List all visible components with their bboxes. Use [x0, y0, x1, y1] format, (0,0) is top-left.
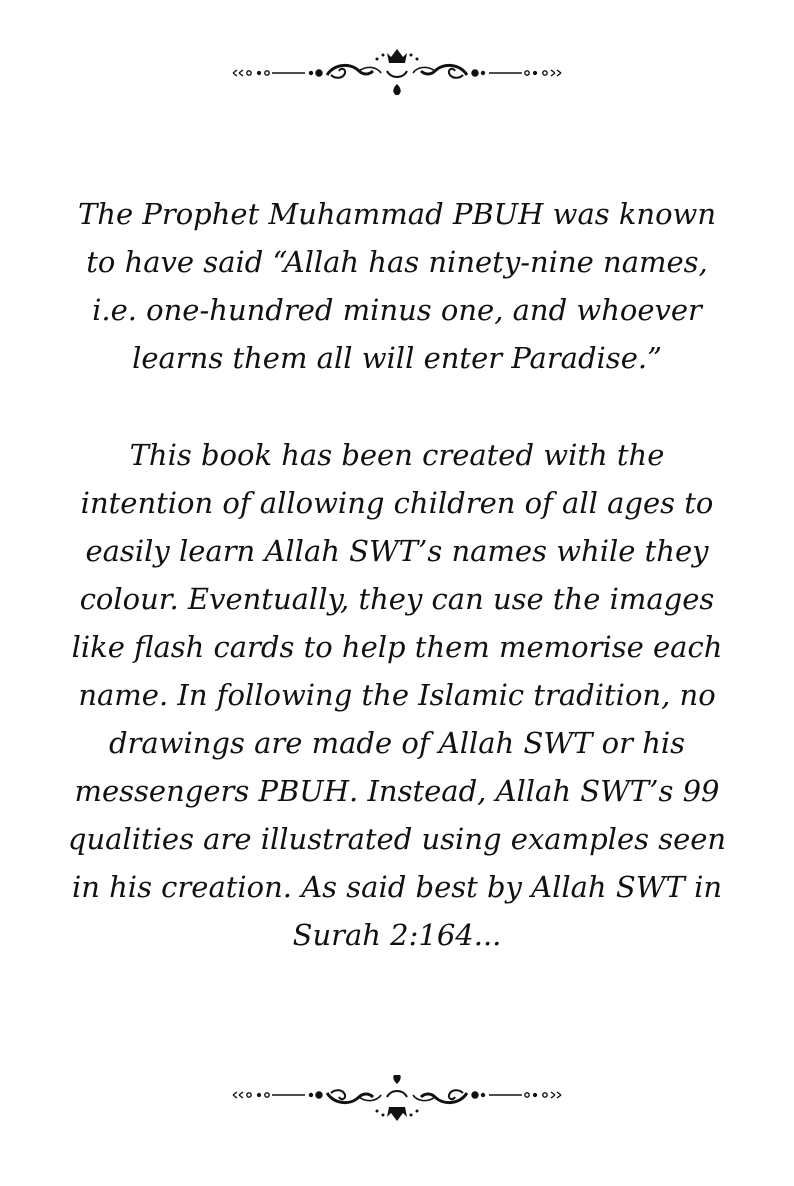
intro-paragraph-purpose: This book has been created with the intention of allowing children of all ages to easily learn Allah SWT’s names while they colour. Eventually, they can use the images like flash cards to help them memorise each name. In following the Islamic tradition, no drawings are made of Allah SWT or his messengers PBUH. Instead, Allah SWT’s 99 qualities are illustrated using examples seen in his creation. As said best by Allah SWT in Surah 2:164...: [67, 438, 727, 952]
flourish-divider-icon: [227, 1075, 567, 1125]
bottom-ornament-divider: [0, 1070, 794, 1130]
flourish-divider-icon: [227, 45, 567, 95]
intro-paragraph-hadith: The Prophet Muhammad PBUH was known to have said “Allah has ninety-nine names, i.e. one-hundred minus one, and whoever learns them all will enter Paradise.”: [77, 197, 717, 375]
top-ornament-divider: [0, 40, 794, 100]
